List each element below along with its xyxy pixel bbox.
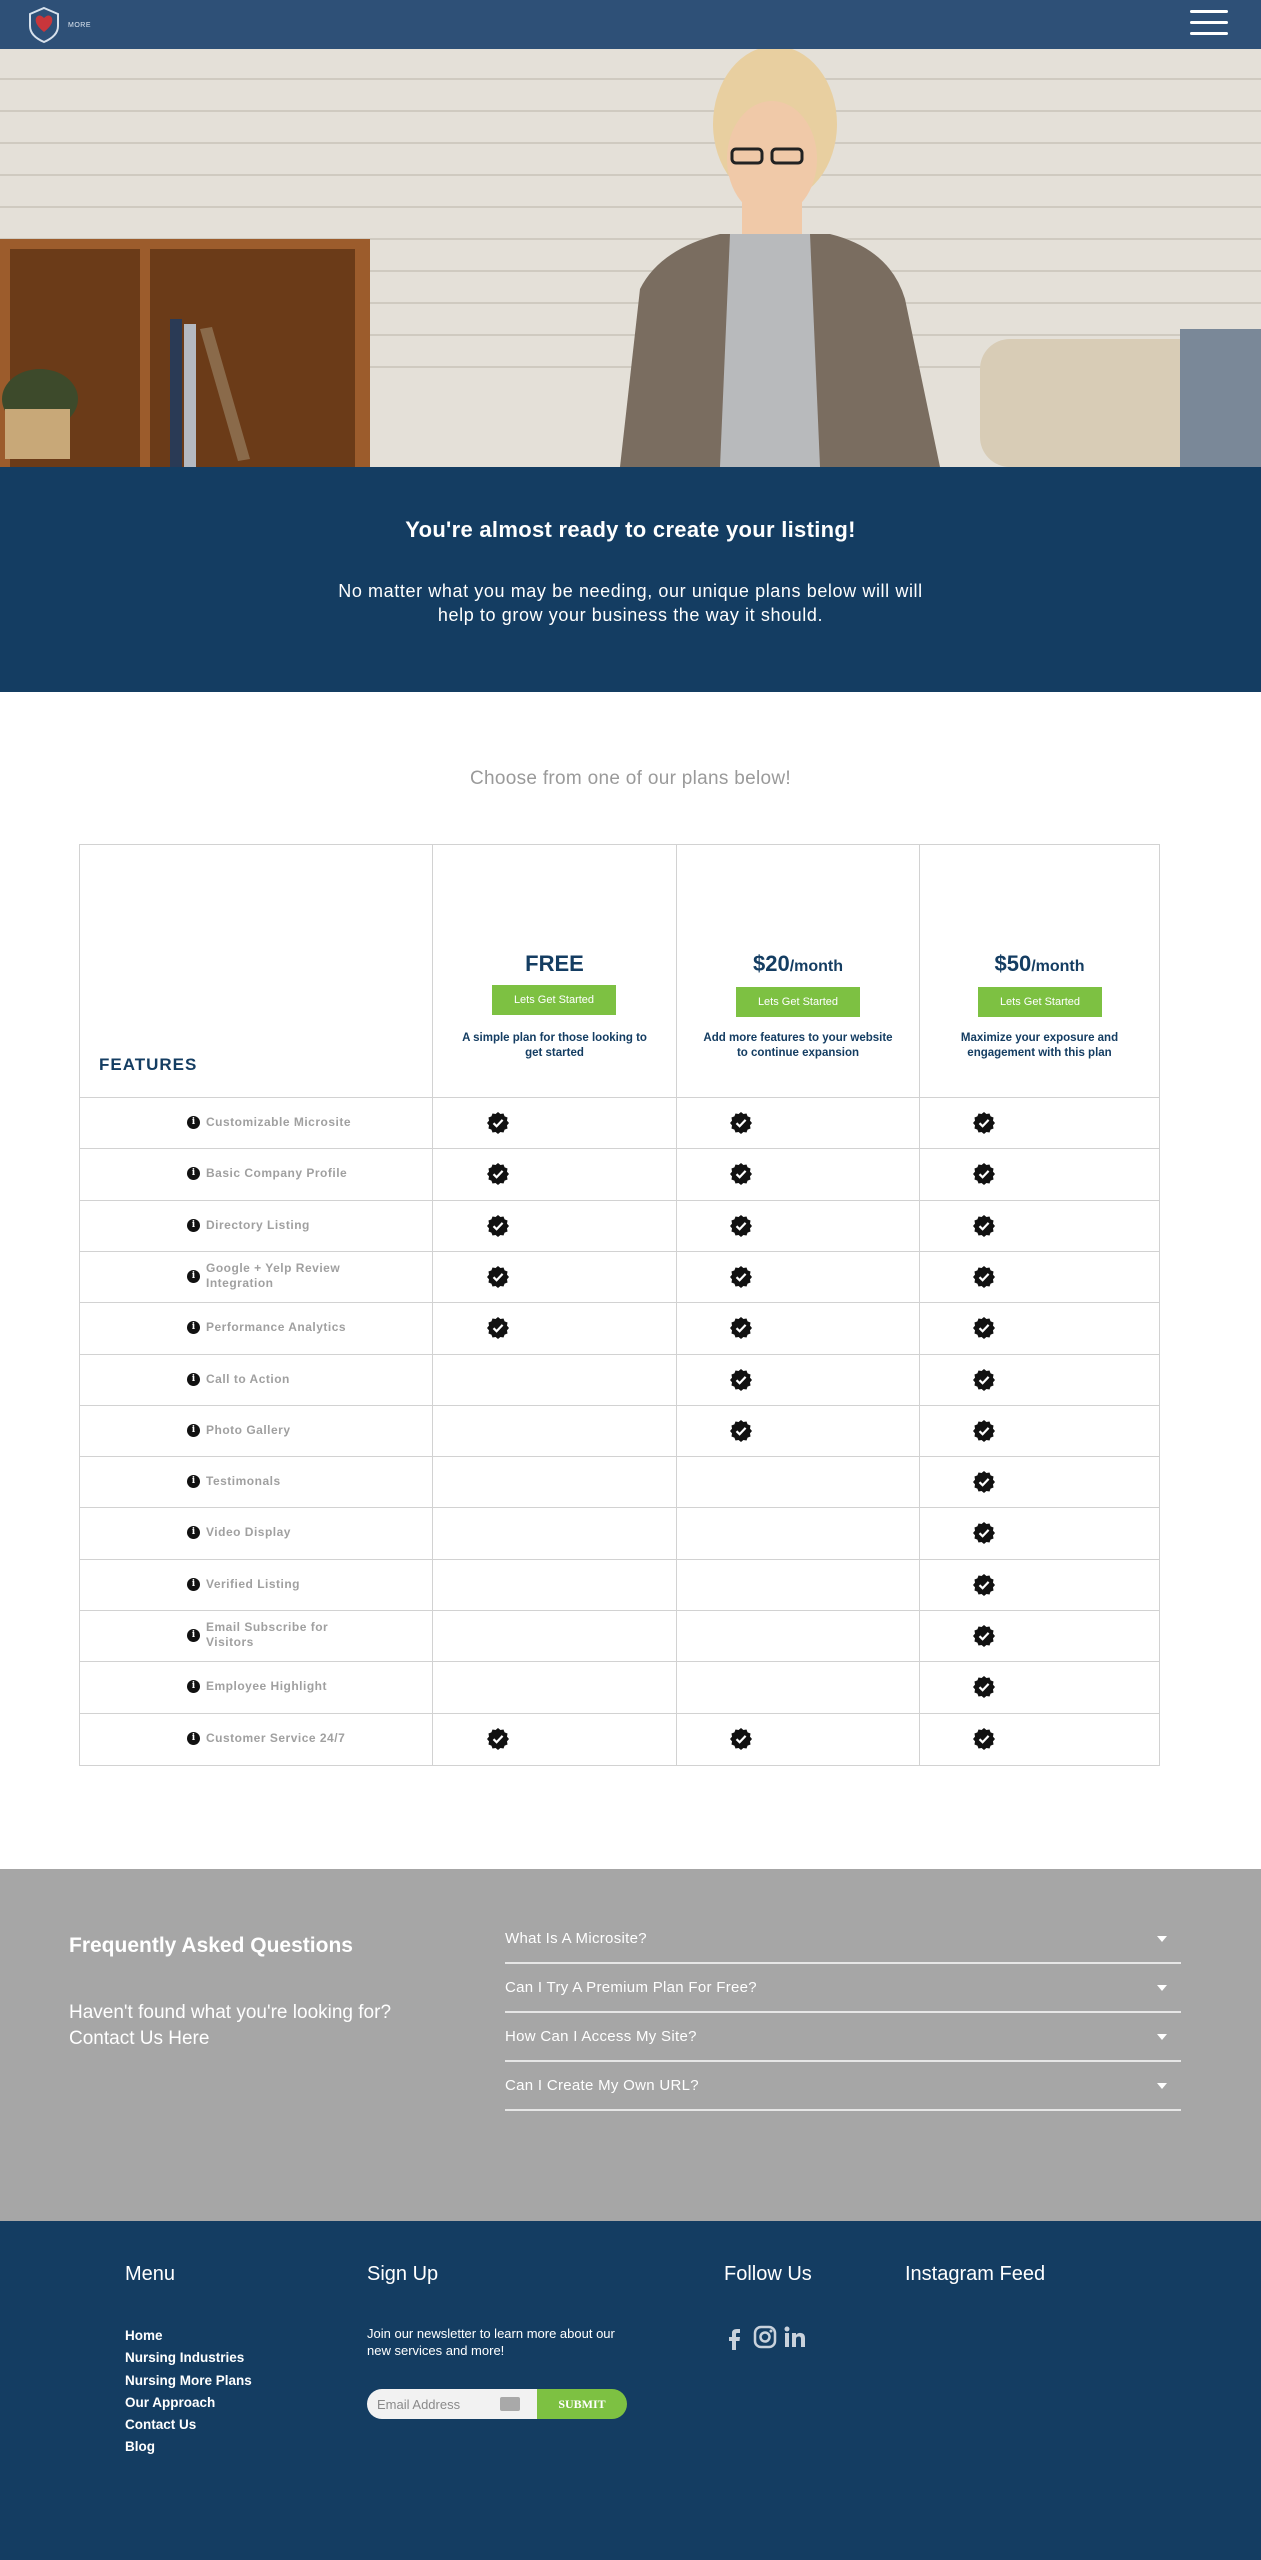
get-started-button[interactable]: Lets Get Started [492,985,616,1015]
feature-label: Performance Analytics [206,1320,347,1335]
banner-title: You're almost ready to create your listing! [405,517,856,542]
footer-link-blog[interactable]: Blog [125,2439,155,2455]
checkmark-badge-icon [973,1215,995,1237]
footer-menu [125,2328,252,2462]
plan-price: $20/month [752,951,844,976]
info-icon[interactable]: i [187,1680,200,1693]
feature-label: Employee Highlight [206,1679,328,1694]
info-icon[interactable]: i [187,1732,200,1745]
instagram-icon[interactable] [751,2323,779,2351]
feature-label: Google + Yelp Review Integration [206,1260,341,1290]
features-heading: FEATURES [99,1055,198,1074]
checkmark-badge-icon [730,1728,752,1750]
faq-item[interactable] [505,1916,1181,1964]
feature-label: Basic Company Profile [206,1166,348,1181]
faq-question: What Is A Microsite? [505,1930,647,1947]
banner-subtitle: No matter what you may be needing, our unique plans below will will help to grow your business the way it should. [338,581,923,625]
feature-row [80,1405,1159,1456]
caret-down-icon [1157,1985,1167,1991]
checkmark-badge-icon [730,1112,752,1134]
checkmark-badge-icon [973,1728,995,1750]
submit-button[interactable]: SUBMIT [537,2389,627,2419]
linkedin-icon[interactable] [781,2323,809,2351]
checkmark-badge-icon [730,1163,752,1185]
plan-20 [677,845,919,1097]
choose-plan-text: Choose from one of our plans below! [469,768,791,789]
caret-down-icon [1157,2083,1167,2089]
feature-label: Customizable Microsite [206,1115,352,1129]
faq-question: Can I Try A Premium Plan For Free? [505,1979,757,1996]
feature-label: Directory Listing [206,1217,310,1232]
checkmark-badge-icon [730,1266,752,1288]
faq-title: Frequently Asked Questions [69,1934,353,1957]
faq-item[interactable] [505,2014,1181,2062]
info-icon[interactable]: i [187,1629,200,1642]
feature-label: Video Display [206,1525,291,1540]
faq-item[interactable] [505,2063,1181,2111]
signup-text: Join our newsletter to learn more about our new services and more! [367,2326,615,2358]
footer-link-our-approach[interactable]: Our Approach [125,2394,216,2410]
logo-text: MORE [68,22,91,29]
checkmark-badge-icon [487,1112,509,1134]
get-started-button[interactable]: Lets Get Started [736,987,860,1017]
feature-label: Photo Gallery [206,1422,291,1437]
plan-free [433,845,676,1097]
pricing-table [79,844,1160,1766]
feature-row [80,1097,1159,1148]
checkmark-badge-icon [973,1574,995,1596]
feature-row [80,1302,1159,1353]
plan-description: Add more features to your website to continue expansion [703,1032,893,1059]
footer-menu-title: Menu [125,2263,176,2285]
faq-section [0,1869,1261,2221]
feature-row [80,1251,1159,1302]
faq-item[interactable] [505,1965,1181,2013]
faq-question: Can I Create My Own URL? [505,2077,699,2094]
checkmark-badge-icon [973,1369,995,1391]
signup-title: Sign Up [367,2263,439,2285]
follow-us-title: Follow Us [724,2263,812,2285]
plan-description: A simple plan for those looking to get started [462,1032,647,1059]
checkmark-badge-icon [487,1215,509,1237]
info-icon[interactable]: i [187,1116,200,1129]
info-icon[interactable]: i [187,1321,200,1334]
footer-link-contact-us[interactable]: Contact Us [125,2417,197,2433]
info-icon[interactable]: i [187,1475,200,1488]
feature-label: Testimonals [206,1474,281,1489]
checkmark-badge-icon [973,1676,995,1698]
logo-icon[interactable] [24,4,64,44]
info-icon[interactable]: i [187,1167,200,1180]
feature-label: Verified Listing [206,1576,301,1591]
get-started-button[interactable]: Lets Get Started [978,987,1102,1017]
checkmark-badge-icon [487,1317,509,1339]
top-navigation-bar [0,0,1261,49]
plan-price: FREE [525,951,584,976]
feature-row [80,1610,1159,1661]
feature-row [80,1507,1159,1558]
checkmark-badge-icon [730,1420,752,1442]
faq-question: How Can I Access My Site? [505,2028,697,2045]
checkmark-badge-icon [973,1625,995,1647]
feature-row [80,1661,1159,1712]
checkmark-badge-icon [730,1317,752,1339]
info-icon[interactable]: i [187,1578,200,1591]
feature-row [80,1559,1159,1610]
plan-price: $50/month [994,951,1085,976]
checkmark-badge-icon [973,1471,995,1493]
footer-link-home[interactable]: Home [125,2328,163,2343]
info-icon[interactable]: i [187,1526,200,1539]
feature-row [80,1456,1159,1507]
instagram-feed-title: Instagram Feed [905,2263,1046,2285]
checkmark-badge-icon [973,1163,995,1185]
plan-description: Maximize your exposure and engagement with this plan [960,1032,1119,1059]
checkmark-badge-icon [487,1163,509,1185]
checkmark-badge-icon [730,1215,752,1237]
hamburger-menu-icon[interactable] [1190,10,1228,38]
checkmark-badge-icon [487,1266,509,1288]
feature-row [80,1148,1159,1199]
caret-down-icon [1157,1936,1167,1942]
feature-label: Email Subscribe for Visitors [206,1620,329,1649]
checkmark-badge-icon [973,1522,995,1544]
info-icon[interactable]: i [187,1373,200,1386]
intro-banner [0,467,1261,692]
feature-label: Call to Action [206,1371,290,1386]
checkmark-badge-icon [973,1317,995,1339]
feature-row [80,1713,1159,1764]
feature-row [80,1200,1159,1251]
plan-50 [920,845,1159,1097]
facebook-icon[interactable] [721,2323,749,2351]
info-icon[interactable]: i [187,1219,200,1232]
info-icon[interactable]: i [187,1270,200,1283]
email-field-icon [500,2397,520,2411]
footer-link-nursing-industries[interactable]: Nursing Industries [125,2350,245,2366]
feature-row [80,1354,1159,1405]
caret-down-icon [1157,2034,1167,2040]
newsletter-form [367,2389,627,2419]
contact-us-link[interactable]: Haven't found what you're looking for? Contact Us Here [69,2002,392,2049]
checkmark-badge-icon [973,1420,995,1442]
footer-link-nursing-more-plans[interactable]: Nursing More Plans [125,2372,252,2388]
site-footer [0,2221,1261,2560]
checkmark-badge-icon [730,1369,752,1391]
feature-label: Customer Service 24/7 [206,1730,346,1745]
checkmark-badge-icon [973,1112,995,1134]
checkmark-badge-icon [973,1266,995,1288]
info-icon[interactable]: i [187,1424,200,1437]
hero-image [0,49,1261,467]
checkmark-badge-icon [487,1728,509,1750]
